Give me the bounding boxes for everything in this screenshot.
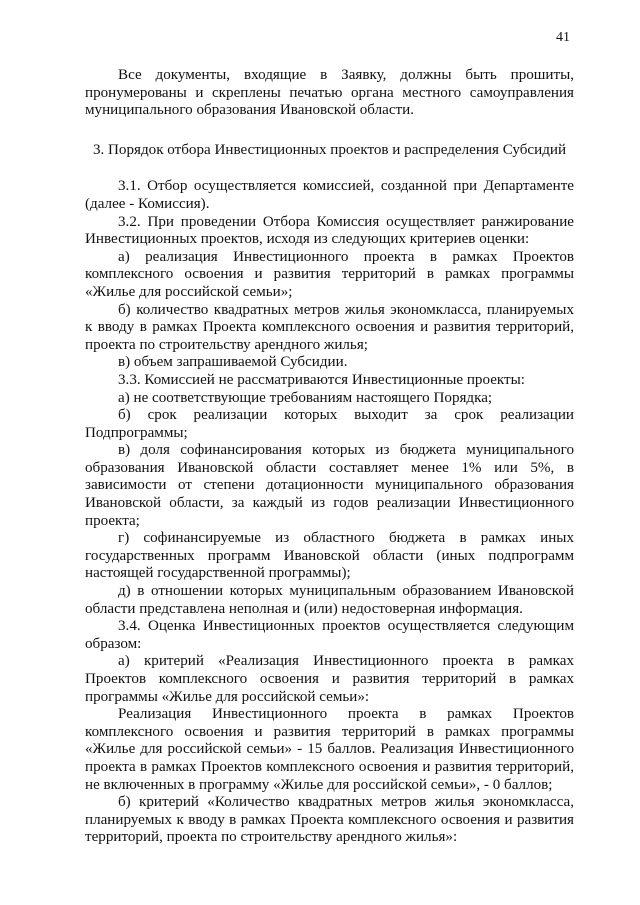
paragraph-3-3-e: д) в отношении которых муниципальным образованием Ивановской области представлена неполная и (или) недостоверная информация.: [85, 583, 574, 617]
page-number: 41: [556, 30, 570, 45]
paragraph-3-4-a-text: Реализация Инвестиционного проекта в рамках Проектов комплексного освоения и развития территорий в рамках программы «Жилье для российской семьи» - 15 баллов. Реализация Инвестиционного проекта в рамках Проектов комплексного освоения и развития территорий, не включенных в программу «Жилье для российской семьи», - 0 баллов;: [85, 706, 574, 793]
section-heading: 3. Порядок отбора Инвестиционных проектов и распределения Субсидий: [92, 141, 567, 158]
paragraph-3-4-a: а) критерий «Реализация Инвестиционного проекта в рамках Проектов комплексного освоения и развития территорий в рамках программы «Жилье для российской семьи»:: [85, 653, 574, 705]
paragraph-3-2: 3.2. При проведении Отбора Комиссия осуществляет ранжирование Инвестиционных проектов, исходя из следующих критериев оценки:: [85, 213, 574, 248]
paragraph-3-2-b: б) количество квадратных метров жилья экономкласса, планируемых к вводу в рамках Проекта комплексного освоения и развития территорий, проекта по строительству арендного жилья;: [85, 301, 574, 353]
paragraph-3-4-b: б) критерий «Количество квадратных метров жилья экономкласса, планируемых к вводу в рамках Проекта комплексного освоения и развития территорий, проекта по строительству арендного жилья»:: [85, 794, 574, 846]
paragraph-intro: Все документы, входящие в Заявку, должны быть прошиты, пронумерованы и скреплены печатью органа местного самоуправления муниципального образования Ивановской области.: [85, 67, 574, 119]
paragraph-3-3-a: а) не соответствующие требованиям настоящего Порядка;: [118, 389, 493, 406]
paragraph-3-3-d: г) софинансируемые из областного бюджета в рамках иных государственных программ Ивановской области (иных подпрограмм настоящей государственной программы);: [85, 530, 574, 582]
paragraph-3-1: 3.1. Отбор осуществляется комиссией, созданной при Департаменте (далее - Комиссия).: [85, 178, 574, 212]
paragraph-3-3-b: б) срок реализации которых выходит за срок реализации Подпрограммы;: [85, 407, 574, 441]
paragraph-3-2-c: в) объем запрашиваемой Субсидии.: [118, 354, 348, 371]
paragraph-3-4: 3.4. Оценка Инвестиционных проектов осуществляется следующим образом:: [85, 618, 574, 652]
paragraph-3-3-c: в) доля софинансирования которых из бюджета муниципального образования Ивановской области составляет менее 1% или 5%, в зависимости от степени дотационности муниципального образования Ивановской области, за каждый из годов реализации Инвестиционного проекта;: [85, 442, 574, 529]
paragraph-3-2-a: а) реализация Инвестиционного проекта в рамках Проектов комплексного освоения и развития территорий в рамках программы «Жилье для российской семьи»;: [85, 248, 574, 300]
paragraph-3-3: 3.3. Комиссией не рассматриваются Инвестиционные проекты:: [118, 371, 525, 388]
document-body: [85, 67, 574, 847]
